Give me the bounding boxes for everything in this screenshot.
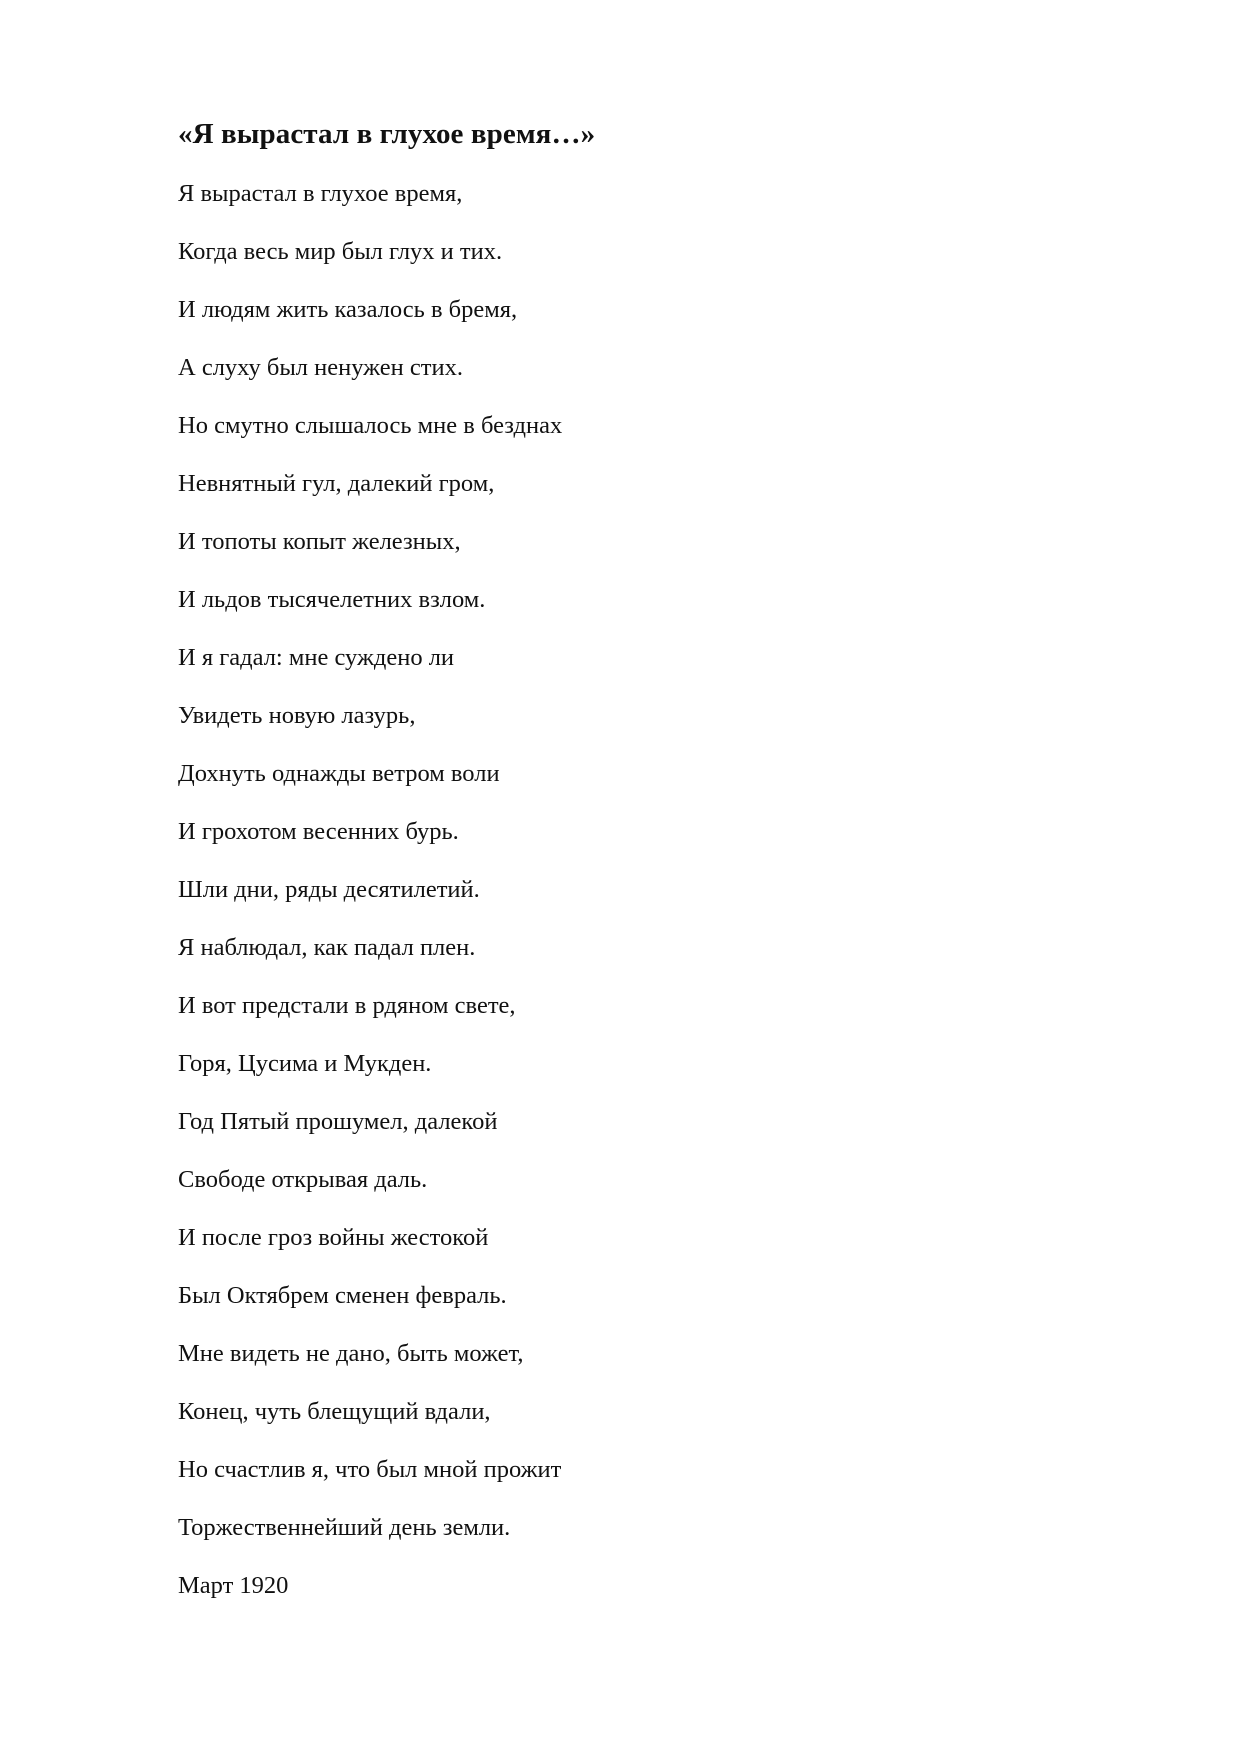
- poem-line: И людям жить казалось в бремя,: [178, 296, 518, 323]
- poem-line: А слуху был ненужен стих.: [178, 354, 463, 381]
- poem-line: И после гроз войны жестокой: [178, 1224, 489, 1251]
- poem-line: Год Пятый прошумел, далекой: [178, 1108, 498, 1135]
- poem-title: «Я вырастал в глухое время…»: [178, 118, 596, 150]
- poem-line: Был Октябрем сменен февраль.: [178, 1282, 507, 1309]
- poem-line: Торжественнейший день земли.: [178, 1514, 511, 1541]
- poem-line: Но смутно слышалось мне в безднах: [178, 412, 563, 439]
- poem-lines: [178, 176, 562, 1626]
- poem-line: Шли дни, ряды десятилетий.: [178, 876, 480, 903]
- poem-line: Горя, Цусима и Мукден.: [178, 1050, 432, 1077]
- poem-line: Я наблюдал, как падал плен.: [178, 934, 476, 961]
- poem-line: Невнятный гул, далекий гром,: [178, 470, 495, 497]
- poem-line: И я гадал: мне суждено ли: [178, 644, 455, 671]
- poem-line: Мне видеть не дано, быть может,: [178, 1340, 524, 1367]
- poem-line: Дохнуть однажды ветром воли: [178, 760, 500, 787]
- poem-line: И топоты копыт железных,: [178, 528, 461, 555]
- poem-line: И льдов тысячелетних взлом.: [178, 586, 486, 613]
- poem-date: Март 1920: [178, 1572, 289, 1599]
- poem-line: Конец, чуть блещущий вдали,: [178, 1398, 491, 1425]
- poem-line: И вот предстали в рдяном свете,: [178, 992, 516, 1019]
- poem-line: Я вырастал в глухое время,: [178, 180, 463, 207]
- poem-line: Увидеть новую лазурь,: [178, 702, 416, 729]
- poem-line: Когда весь мир был глух и тих.: [178, 238, 503, 265]
- poem-line: И грохотом весенних бурь.: [178, 818, 459, 845]
- poem-line: Но счастлив я, что был мной прожит: [178, 1456, 562, 1483]
- poem-line: Свободе открывая даль.: [178, 1166, 428, 1193]
